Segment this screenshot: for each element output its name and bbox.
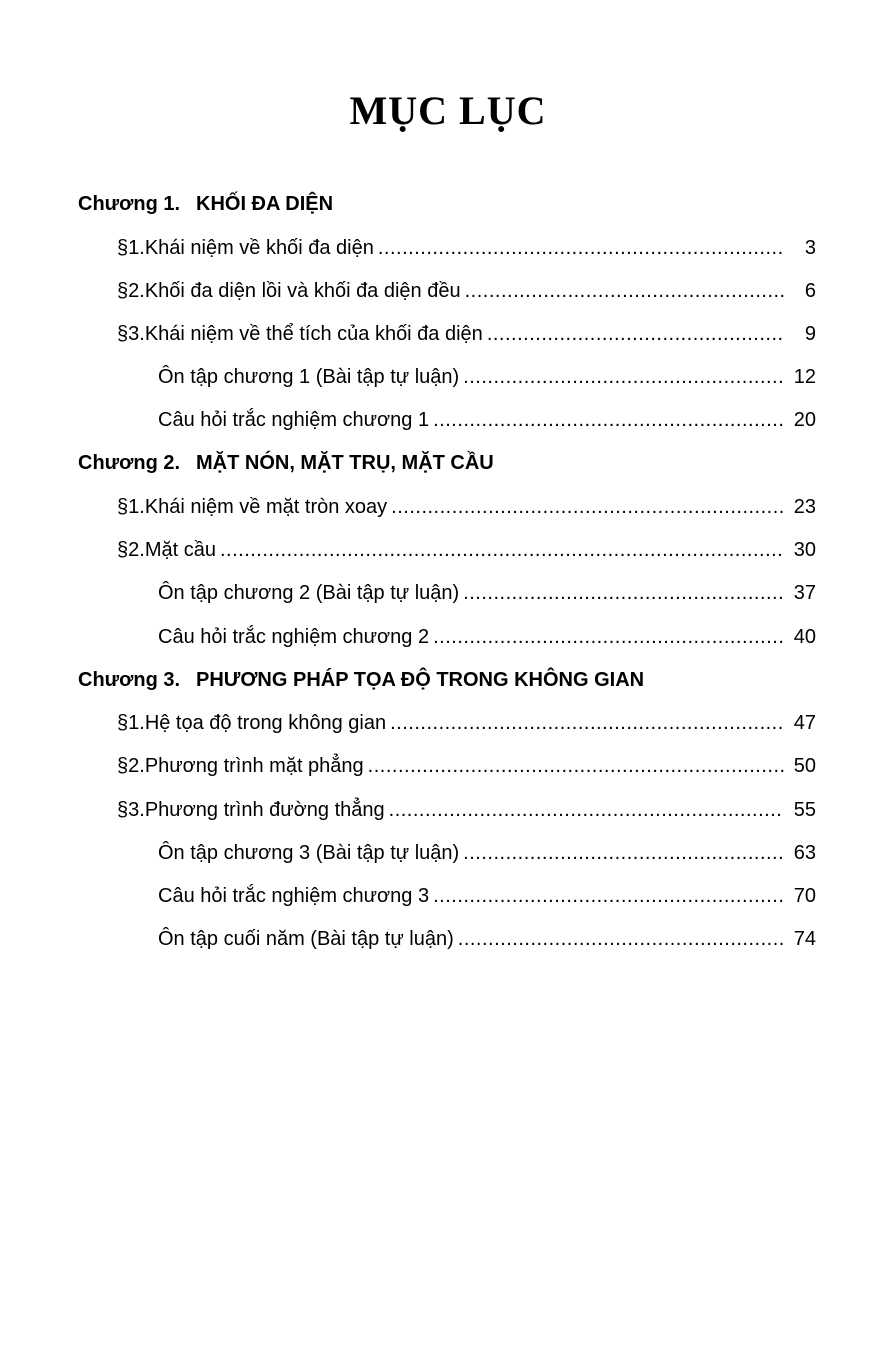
- toc-entry[interactable]: [0, 486, 896, 529]
- toc-entry[interactable]: [0, 356, 896, 399]
- page-number: 20: [793, 409, 816, 432]
- page-number: 37: [793, 582, 816, 605]
- page-number: 9: [804, 322, 816, 345]
- page-number: 63: [793, 841, 816, 864]
- table-of-contents: [0, 183, 896, 961]
- dot-leader: [463, 832, 784, 875]
- section-number: §2.: [117, 279, 145, 302]
- toc-entry[interactable]: [0, 875, 896, 918]
- entry-title: Phương trình đường thẳng: [144, 798, 385, 821]
- dot-leader: [391, 486, 784, 529]
- dot-leader: [433, 875, 784, 918]
- toc-entry[interactable]: [0, 270, 896, 313]
- dot-leader: [390, 702, 784, 745]
- page-number: 40: [793, 625, 816, 648]
- chapter-number: Chương 3.: [78, 668, 181, 691]
- dot-leader: [463, 572, 784, 615]
- section-number: §1.: [117, 495, 145, 518]
- entry-title: Ôn tập chương 3 (Bài tập tự luận): [158, 841, 460, 864]
- chapter-1-heading[interactable]: [0, 183, 896, 227]
- toc-entry[interactable]: [0, 227, 896, 270]
- dot-leader: [433, 399, 784, 442]
- dot-leader: [465, 270, 784, 313]
- entry-title: Câu hỏi trắc nghiệm chương 1: [158, 409, 430, 432]
- dot-leader: [368, 745, 784, 788]
- dot-leader: [378, 227, 784, 270]
- dot-leader: [220, 529, 784, 572]
- entry-title: Phương trình mặt phẳng: [144, 755, 364, 778]
- entry-title: Câu hỏi trắc nghiệm chương 3: [158, 884, 430, 907]
- section-number: §2.: [117, 755, 145, 778]
- section-number: §1.: [117, 236, 145, 259]
- toc-entry[interactable]: [0, 918, 896, 961]
- page-number: 50: [793, 755, 816, 778]
- entry-title: Câu hỏi trắc nghiệm chương 2: [158, 625, 430, 648]
- chapter-title: KHỐI ĐA DIỆN: [196, 193, 334, 215]
- chapter-number: Chương 2.: [78, 452, 181, 475]
- dot-leader: [433, 616, 784, 659]
- page-title: MỤC LỤC: [349, 88, 547, 133]
- toc-entry[interactable]: [0, 702, 896, 745]
- chapter-2-heading[interactable]: [0, 442, 896, 486]
- dot-leader: [389, 789, 784, 832]
- entry-title: Ôn tập cuối năm (Bài tập tự luận): [158, 928, 454, 951]
- dot-leader: [487, 313, 784, 356]
- page-number: 12: [793, 366, 816, 389]
- entry-title: Ôn tập chương 1 (Bài tập tự luận): [158, 366, 460, 389]
- toc-entry[interactable]: [0, 313, 896, 356]
- toc-entry[interactable]: [0, 529, 896, 572]
- page-number: 3: [804, 236, 816, 259]
- entry-title: Ôn tập chương 2 (Bài tập tự luận): [158, 582, 460, 605]
- entry-title: Khái niệm về mặt tròn xoay: [144, 495, 388, 518]
- entry-title: Mặt cầu: [144, 539, 216, 562]
- entry-title: Hệ tọa độ trong không gian: [144, 712, 387, 735]
- dot-leader: [463, 356, 784, 399]
- toc-entry[interactable]: [0, 399, 896, 442]
- page-number: 55: [793, 798, 816, 821]
- page-number: 70: [793, 884, 816, 907]
- section-number: §1.: [117, 712, 145, 735]
- toc-entry[interactable]: [0, 789, 896, 832]
- entry-title: Khái niệm về thể tích của khối đa diện: [144, 322, 483, 345]
- page-number: 74: [793, 928, 816, 951]
- toc-entry[interactable]: [0, 832, 896, 875]
- page-number: 47: [793, 712, 816, 735]
- toc-entry[interactable]: [0, 616, 896, 659]
- chapter-number: Chương 1.: [78, 193, 181, 215]
- section-number: §3.: [117, 322, 145, 345]
- toc-entry[interactable]: [0, 572, 896, 615]
- section-number: §3.: [117, 798, 145, 821]
- dot-leader: [458, 918, 784, 961]
- chapter-title: MẶT NÓN, MẶT TRỤ, MẶT CẦU: [196, 452, 494, 475]
- page-number: 23: [793, 495, 816, 518]
- section-number: §2.: [117, 539, 145, 562]
- page-number: 30: [793, 539, 816, 562]
- toc-entry[interactable]: [0, 745, 896, 788]
- chapter-title: PHƯƠNG PHÁP TỌA ĐỘ TRONG KHÔNG GIAN: [196, 668, 645, 691]
- page-number: 6: [804, 279, 816, 302]
- chapter-3-heading[interactable]: [0, 659, 896, 703]
- entry-title: Khái niệm về khối đa diện: [144, 236, 374, 259]
- entry-title: Khối đa diện lồi và khối đa diện đều: [144, 279, 461, 302]
